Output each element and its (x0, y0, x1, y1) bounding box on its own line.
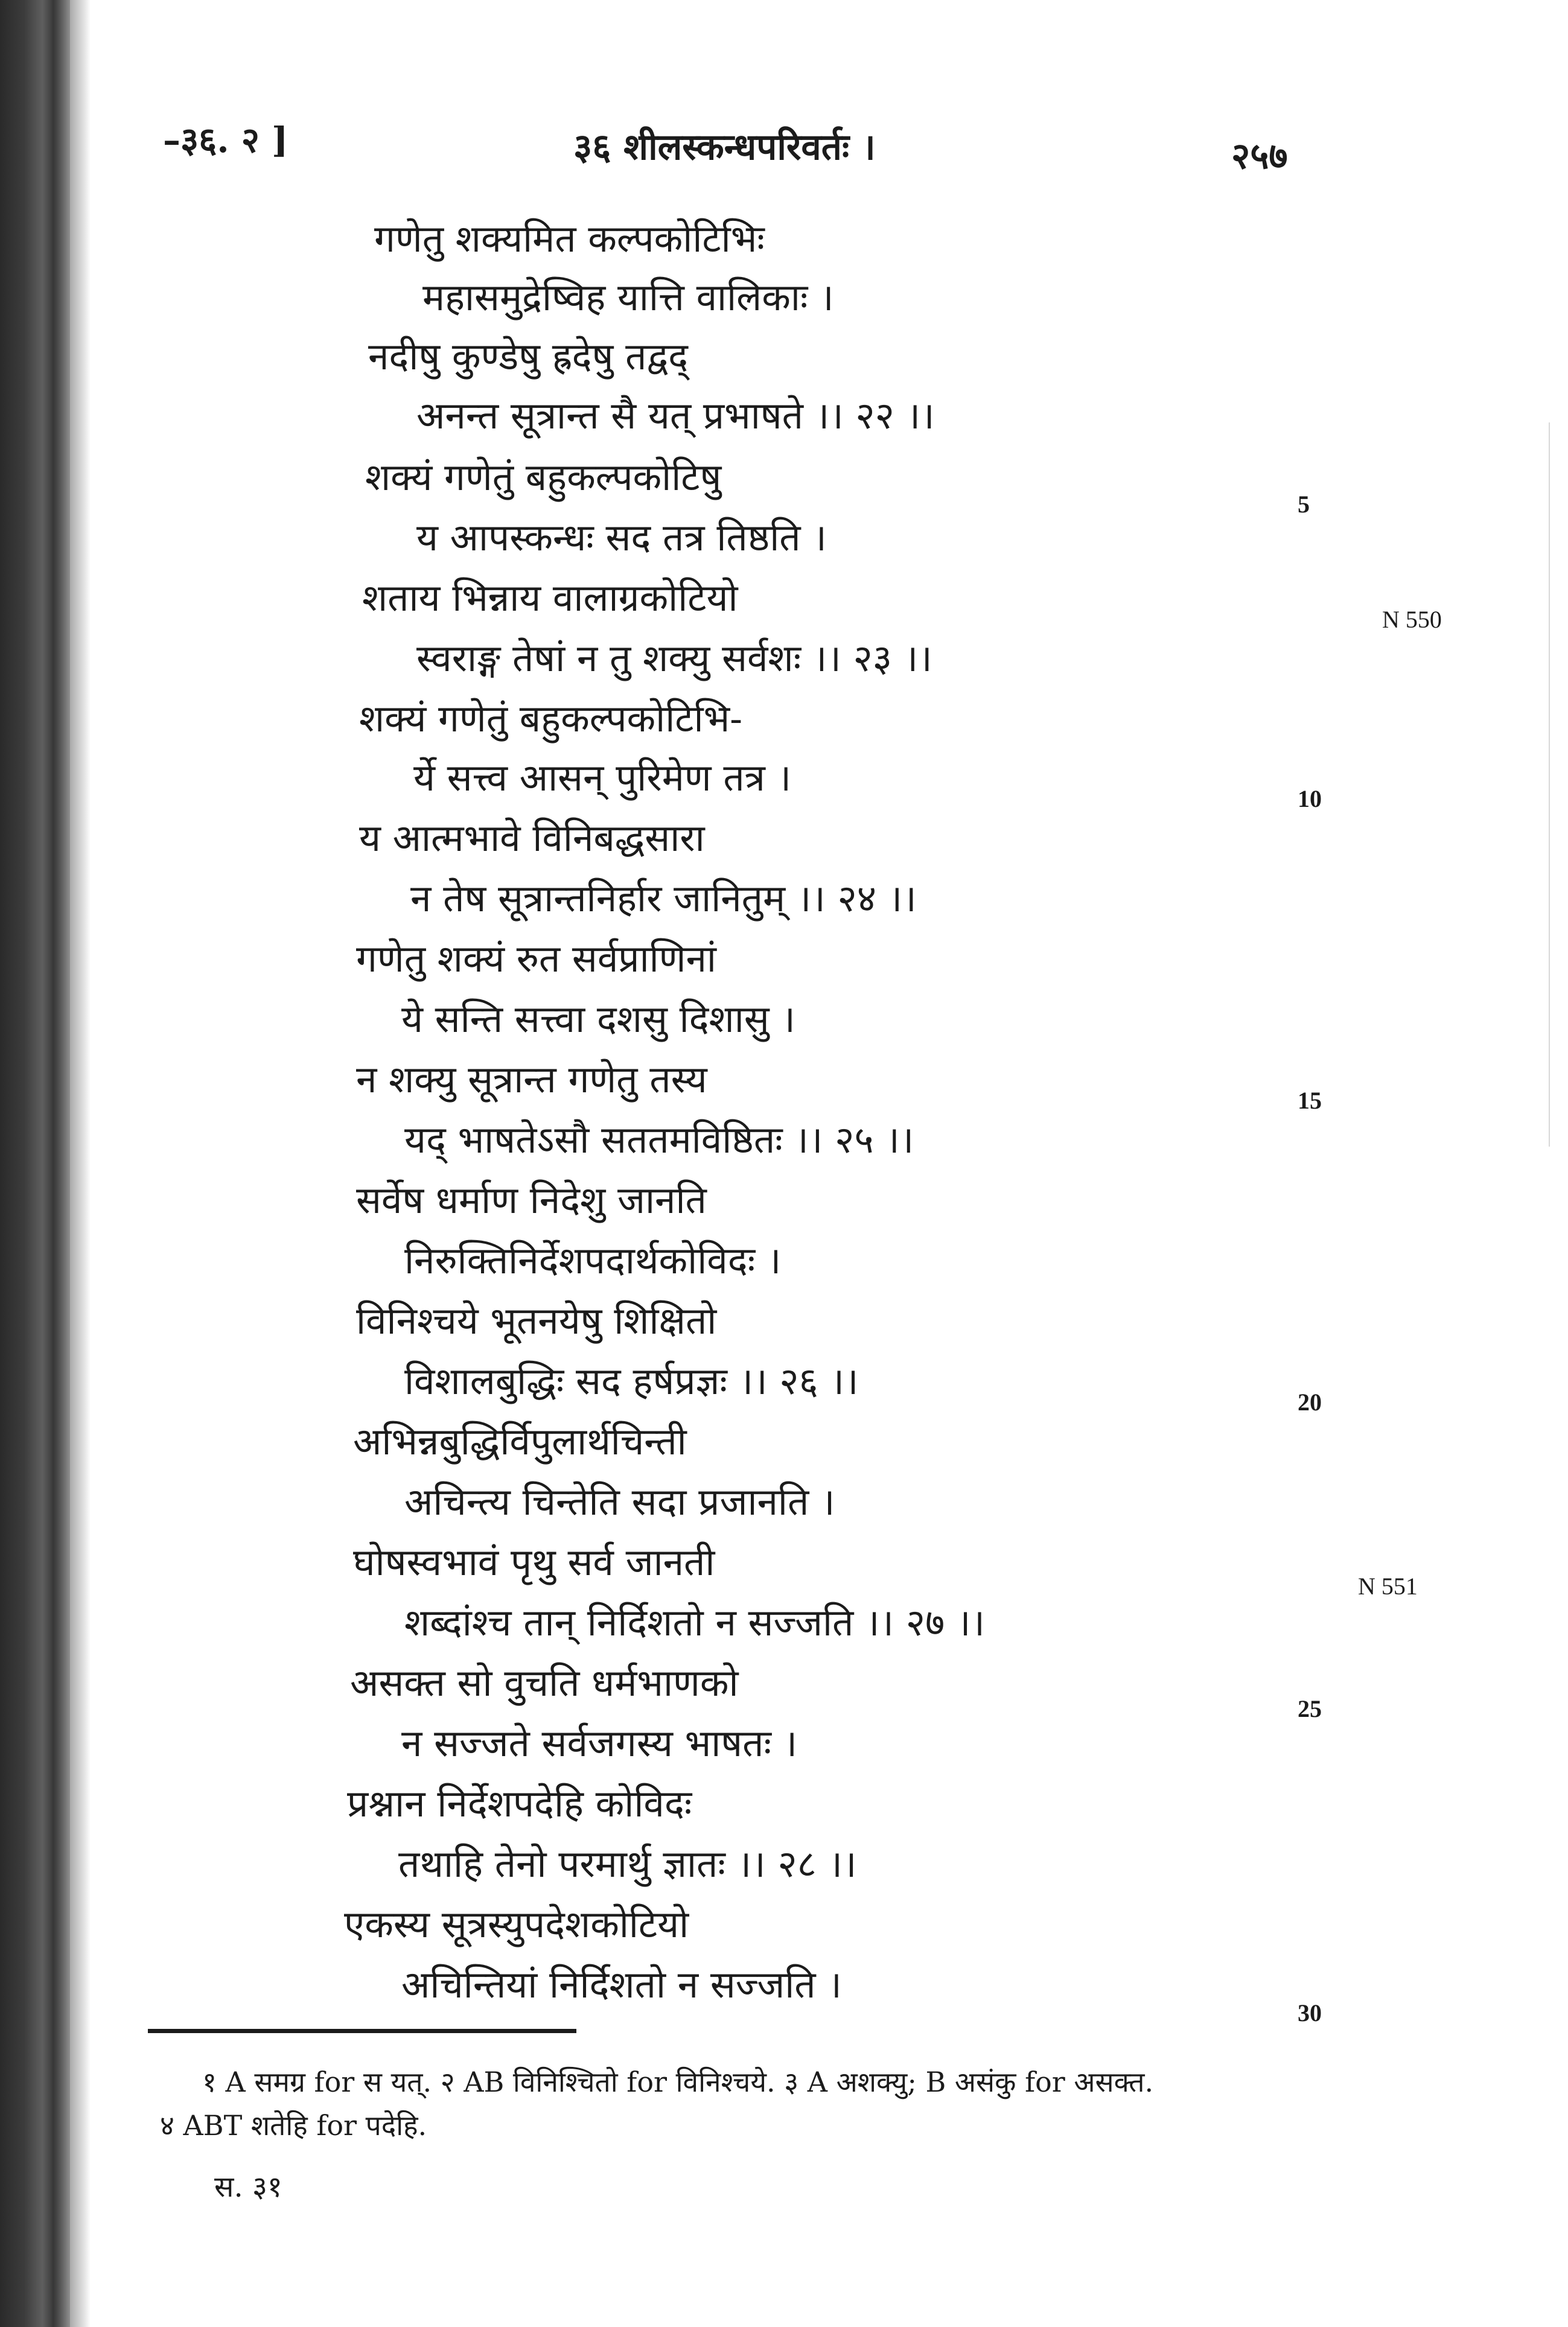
verse-line: गणेतु शक्यमित कल्पकोटिभिः (374, 217, 765, 261)
verse-line: र्ये सत्त्व आसन् पुरिमेण तत्र । (413, 756, 792, 800)
verse-line: स्वराङ्ग तेषां न तु शक्यु सर्वशः ।। २३ ।। (416, 636, 932, 680)
verse-line: महासमुद्रेष्विह यात्ति वालिकाः । (422, 275, 834, 319)
verse-line: निरुक्तिनिर्देशपदार्थकोविदः । (404, 1238, 782, 1282)
verse-line: शताय भिन्नाय वालाग्रकोटियो (362, 576, 738, 620)
verse-line: असक्त सो वुचति धर्मभाणको (350, 1661, 739, 1705)
verse-line: विनिश्चये भूतनयेषु शिक्षितो (356, 1299, 717, 1343)
line-number: 20 (1298, 1389, 1322, 1416)
verse-line: नदीषु कुण्डेषु ह्रदेषु तद्वद् (368, 334, 689, 378)
scan-binding-shadow (42, 0, 70, 2327)
verse-line: य आत्मभावे विनिबद्धसारा (359, 816, 705, 860)
verse-line: एकस्य सूत्रस्युपदेशकोटियो (344, 1902, 689, 1946)
footnote-line: १ A समग्र for स यत्. २ AB विनिश्चितो for विनिश्चये. ३ A अशक्यु; B असंकु for असक्त. (202, 2066, 1154, 2098)
verse-line: तथाहि तेनो परमार्थु ज्ञातः ।। २८ ।। (398, 1842, 857, 1886)
line-number: 5 (1298, 491, 1310, 518)
line-number: 10 (1298, 785, 1322, 812)
line-number: 15 (1298, 1087, 1322, 1114)
verse-line: अचिन्तियां निर्दिशतो न सज्जति । (401, 1963, 842, 2007)
verse-line: गणेतु शक्यं रुत सर्वप्राणिनां (356, 937, 716, 981)
running-head-title: ३६ शीलस्कन्धपरिवर्तः । (573, 126, 876, 168)
verse-line: घोषस्वभावं पृथु सर्व जानती (353, 1540, 715, 1584)
footnote-line: ४ ABT शतेहि for पदेहि. (160, 2109, 427, 2142)
verse-line: विशालबुद्धिः सद हर्षप्रज्ञः ।। २६ ।। (404, 1359, 859, 1403)
verse-line: ये सन्ति सत्त्वा दशसु दिशासु । (401, 997, 795, 1041)
scan-right-edge-mark (1549, 422, 1550, 1147)
margin-reference: N 551 (1358, 1573, 1418, 1600)
line-number: 25 (1298, 1695, 1322, 1722)
verse-line: सर्वेष धर्माण निदेशु जानति (356, 1178, 707, 1222)
verse-line: अभिन्नबुद्धिर्विपुलार्थचिन्ती (353, 1419, 687, 1463)
page-number: २५७ (1231, 135, 1288, 177)
verse-line: शक्यं गणेतुं बहुकल्पकोटिषु (365, 455, 722, 499)
margin-reference: N 550 (1382, 606, 1442, 633)
verse-line: न तेष सूत्रान्तनिर्हार जानितुम् ।। २४ ।। (410, 876, 917, 920)
verse-line: प्रश्नान निर्देशपदेहि कोविदः (347, 1781, 692, 1826)
verse-line: न शक्यु सूत्रान्त गणेतु तस्य (356, 1057, 707, 1101)
line-number: 30 (1298, 1999, 1322, 2026)
verse-line: अनन्त सूत्रान्त सै यत् प्रभाषते ।। २२ ।। (416, 393, 935, 438)
running-head-section-ref: –३६. २ ] (163, 119, 288, 161)
verse-line: शब्दांश्च तान् निर्दिशतो न सज्जति ।। २७ ।। (404, 1600, 985, 1644)
verse-line: अचिन्त्य चिन्तेति सदा प्रजानति । (404, 1480, 835, 1524)
verse-line: यद् भाषतेऽसौ सततमविष्ठितः ।। २५ ।। (404, 1118, 914, 1162)
signature-mark: स. ३१ (214, 2170, 282, 2204)
verse-line: न सज्जते सर्वजगस्य भाषतः । (401, 1721, 798, 1765)
verse-line: शक्यं गणेतुं बहुकल्पकोटिभि- (359, 696, 743, 740)
footnote-rule (148, 2029, 576, 2033)
verse-line: य आपस्कन्धः सद तत्र तिष्ठति । (416, 515, 827, 559)
